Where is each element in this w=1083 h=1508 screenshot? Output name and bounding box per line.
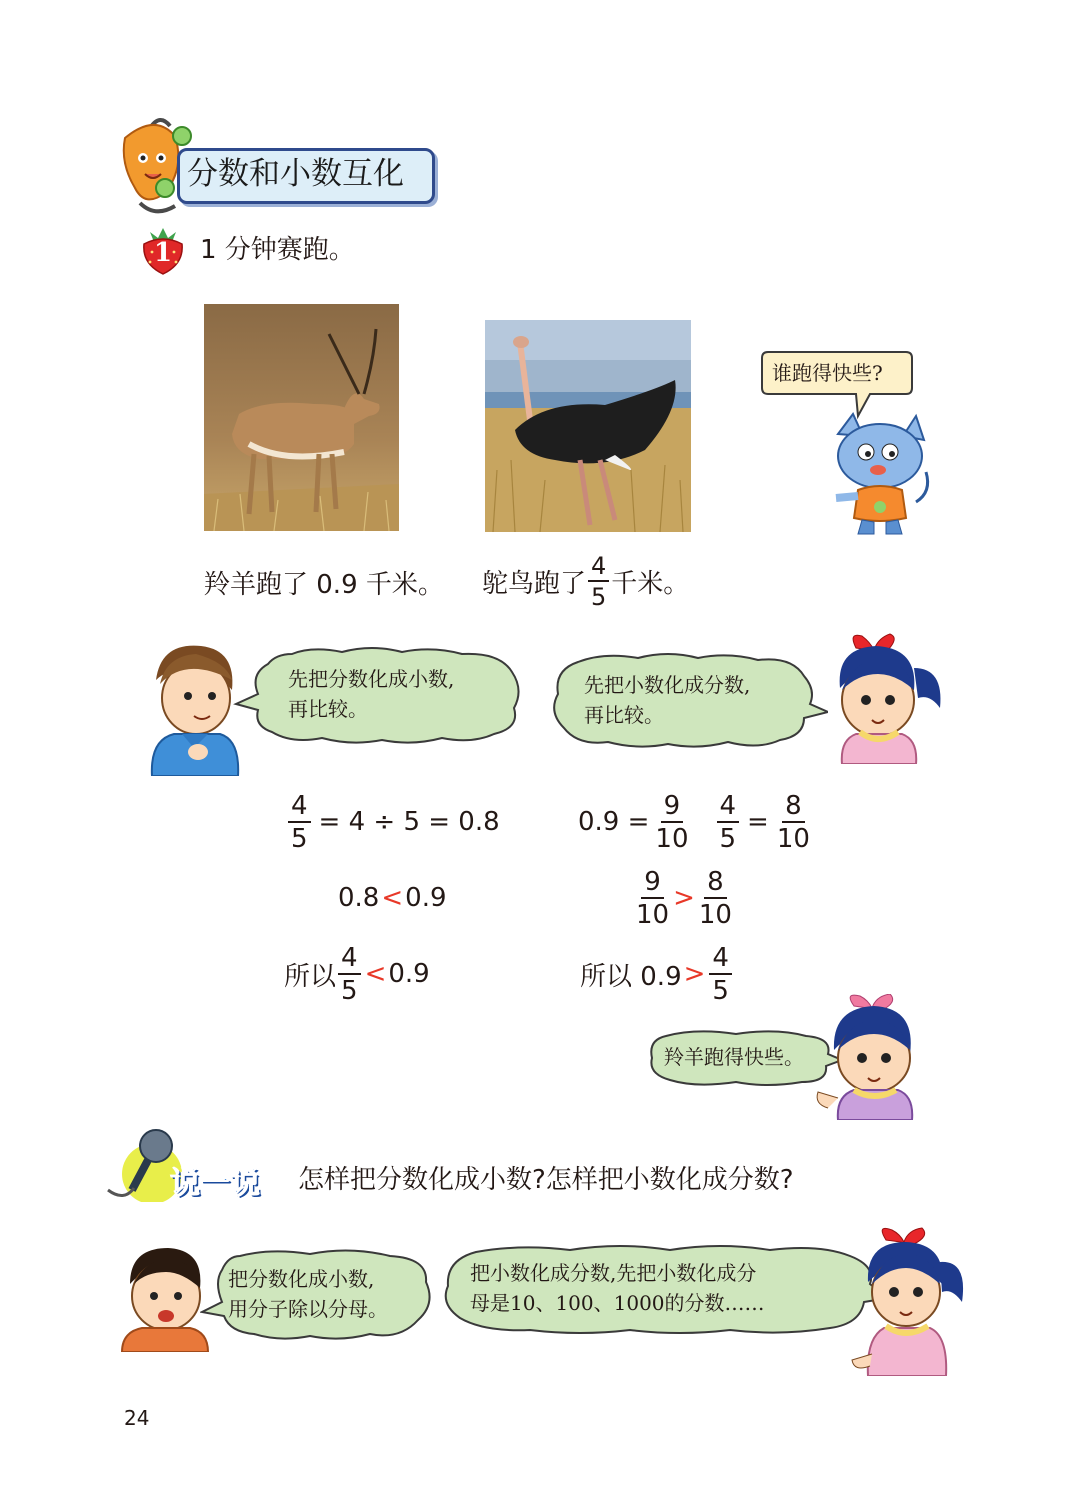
- girl-waving-icon: [814, 994, 934, 1120]
- section-title-badge: [115, 108, 445, 218]
- right-eq2-right-fraction: $\frac{8}{10}$: [776, 790, 810, 854]
- boy-speech-bubble: [232, 646, 524, 746]
- example-prompt: 1 分钟赛跑。: [200, 235, 355, 265]
- girl-bubble-text: 先把小数化成分数, 再比较。: [584, 673, 751, 727]
- right-cmp-fraction-a: $\frac{9}{10}$: [636, 866, 670, 930]
- right-equations: 0.9 = $\frac{9}{10}$ $\frac{4}{5}$ = $\frac{8}{10}$: [578, 790, 810, 854]
- conclusion-bubble: [646, 1028, 842, 1088]
- blue-cat-mascot-icon: [828, 412, 938, 538]
- page-number: 24: [124, 1406, 150, 1430]
- bottom-boy-bubble: [200, 1248, 436, 1344]
- bottom-girl-bubble-text: 把小数化成分数,先把小数化成分 母是10、100、1000的分数……: [470, 1261, 765, 1315]
- bottom-girl-bubble: [440, 1244, 888, 1336]
- conclusion-text: 羚羊跑得快些。: [664, 1045, 804, 1069]
- bottom-girl-icon: [850, 1226, 966, 1376]
- question-text: 谁跑得快些?: [772, 361, 883, 385]
- strawberry-icon: [138, 224, 188, 276]
- left-eq-fraction: $\frac{4}{5}$: [288, 793, 311, 852]
- discuss-question: 怎样把分数化成小数?怎样把小数化成分数?: [298, 1165, 794, 1195]
- right-so-fraction: $\frac{4}{5}$: [709, 945, 732, 1004]
- left-so-fraction: $\frac{4}{5}$: [338, 945, 361, 1004]
- left-equation: $\frac{4}{5}$ = 4 ÷ 5 = 0.8: [286, 792, 500, 852]
- gazelle-photo: [204, 304, 399, 531]
- girl-character-icon: [826, 628, 946, 764]
- ostrich-fraction: $\frac{4}{5}$: [588, 554, 609, 609]
- girl-speech-bubble: [548, 652, 828, 750]
- bottom-boy-bubble-text: 把分数化成小数, 用分子除以分母。: [228, 1267, 388, 1321]
- boy-bubble-text: 先把分数化成小数, 再比较。: [288, 667, 455, 721]
- question-bubble: [760, 350, 914, 420]
- bottom-boy-icon: [116, 1244, 212, 1352]
- right-cmp-fraction-b: $\frac{8}{10}$: [698, 866, 732, 930]
- right-eq1-fraction: $\frac{9}{10}$: [655, 790, 689, 854]
- section-title: 分数和小数互化: [187, 156, 404, 192]
- gazelle-caption: 羚羊跑了 0.9 千米。: [204, 569, 444, 600]
- ostrich-caption: 鸵鸟跑了 $\frac{4}{5}$ 千米。: [482, 551, 690, 611]
- right-conclusion: 所以 0.9 > $\frac{4}{5}$: [580, 944, 734, 1004]
- discuss-label: 说一说: [170, 1166, 260, 1201]
- left-comparison: 0.8 < 0.9: [338, 883, 447, 913]
- discuss-badge: [104, 1116, 274, 1202]
- boy-character-icon: [146, 640, 242, 776]
- example-number: 1: [153, 238, 173, 268]
- left-conclusion: 所以 $\frac{4}{5}$ < 0.9: [284, 942, 430, 1006]
- right-comparison: $\frac{9}{10}$ > $\frac{8}{10}$: [636, 866, 732, 930]
- right-eq2-left-fraction: $\frac{4}{5}$: [717, 793, 740, 852]
- ostrich-photo: [485, 320, 691, 532]
